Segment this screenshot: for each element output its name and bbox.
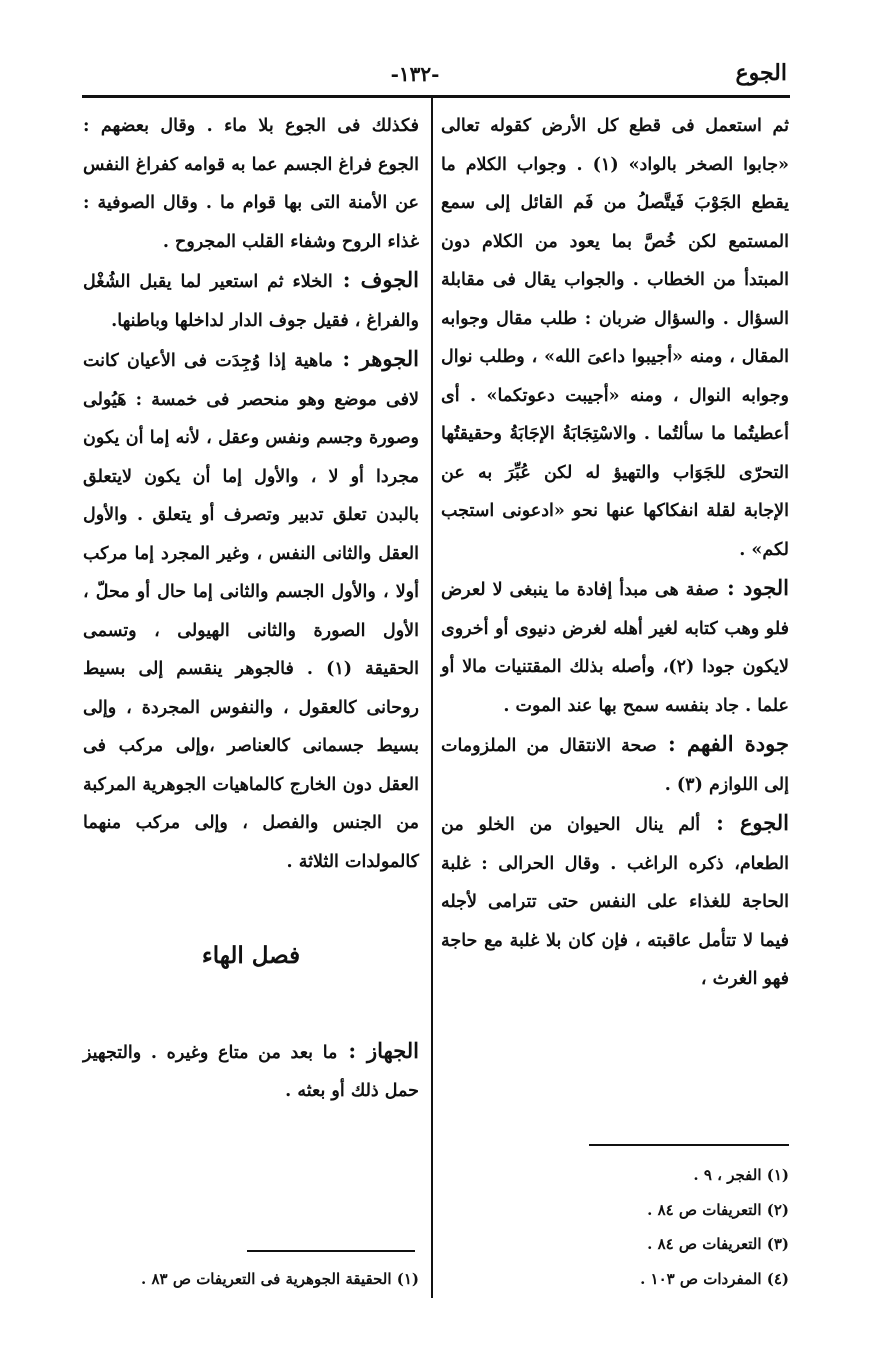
entry-term: الجوع :	[700, 810, 789, 835]
footnote-rule-left	[247, 1250, 415, 1252]
entry-jawdat-alfahm	[441, 725, 789, 804]
entry-jawd	[441, 569, 789, 725]
footnotes-left	[89, 1262, 419, 1297]
entry-term: الجود :	[718, 575, 789, 600]
entry-term: الجوف :	[332, 267, 419, 292]
footnote: (١) الفجر ، ٩ .	[693, 1166, 789, 1184]
left-column	[83, 107, 419, 1111]
column-divider	[431, 98, 433, 1298]
footnotes-right	[459, 1158, 789, 1296]
continued-paragraph: ثم استعمل فى قطع كل الأرض كقوله تعالى «جابوا الصخر بالواد» (١) . وجواب الكلام ما يقطع الجَوْبَ فَيتَّصلُ من فَم القائل إلى سمع المستمع لكن خُصَّ بما يعود من الكلام دون المبتدأ من الخطاب . والجواب يقال فى مقابلة السؤال . والسؤال ضربان : طلب مقال وجوابه المقال ، ومنه «أجيبوا داعىَ الله» ، وطلب نوال وجوابه النوال ، ومنه «أجيبت دعوتكما» . أى أعطيتُما ما سألتُما . والاسْتِجَابَةُ الإجَابَةُ وحقيقتُها التحرّى للجَوَاب والتهيؤ له لكن عُبِّرَ به عن الإجابة لقلة انفكاكها عنها نحو «ادعونى استجب لكم» .	[441, 116, 789, 560]
footnote: (٢) التعريفات ص ٨٤ .	[647, 1200, 789, 1219]
entry-jawf	[83, 261, 419, 340]
running-head-word: الجوع	[735, 60, 787, 86]
entry-juu	[441, 804, 789, 999]
entry-text: صفة هى مبدأ إفادة ما ينبغى لا لعرض فلو وهب كتابه لغير أهله لغرض دنيوى أو أخروى لايكون جودا (٢)، وأصله بذلك المقتنيات مالا أو علما . جاد بنفسه سمح بها عند الموت .	[441, 580, 789, 716]
continued-paragraph: فكذلك فى الجوع بلا ماء . وقال بعضهم : الجوع فراغ الجسم عما به قوامه كفراغ النفس عن الأمنة التى بها قوام ما . وقال الصوفية : غذاء الروح وشفاء القلب المجروح .	[83, 116, 419, 252]
entry-text: ألم ينال الحيوان من الخلو من الطعام، ذكره الراغب . وقال الحرالى : غلبة الحاجة للغذاء على النفس حتى تترامى لأجله فيما لا تتأمل عاقبته ، فإن كان بلا غلبة مع حاجة فهو الغرث ،	[441, 815, 789, 989]
section-title: فصل الهاء	[201, 942, 301, 969]
footnote: (١) الحقيقة الجوهرية فى التعريفات ص ٨٣ .	[141, 1270, 419, 1288]
page-number: -١٣٢-	[390, 62, 440, 86]
entry-text: ما بعد من متاع وغيره . والتجهيز حمل ذلك أو بعثه .	[83, 1042, 419, 1101]
entry-term: الجهاز :	[337, 1037, 419, 1063]
right-column	[441, 107, 789, 999]
footnote-rule-right	[589, 1144, 789, 1146]
entry-jawhar	[83, 340, 419, 881]
entry-term: جودة الفهم :	[656, 731, 789, 756]
header-rule	[82, 95, 790, 98]
entry-jihaz	[83, 1032, 419, 1111]
footnote: (٣) التعريفات ص ٨٤ .	[647, 1235, 789, 1253]
footnote: (٤) المفردات ص ١٠٣ .	[640, 1269, 789, 1288]
entry-term: الجوهر :	[332, 346, 419, 371]
entry-text: صحة الانتقال من الملزومات إلى اللوازم (٣) .	[441, 736, 789, 795]
entry-text: ماهية إذا وُجِدَت فى الأعيان كانت لافى موضع وهو منحصر فى خمسة : هَيُولى وصورة وجسم ونفس وعقل ، لأنه إما أن يكون مجردا أو لا ، والأول إما أن يكون لايتعلق بالبدن تعلق تدبير وتصرف أو يتعلق . والأول العقل والثانى النفس ، وغير المجرد إما مركب أولا ، والأول الجسم والثانى إما حال أو محلّ ، الأول الصورة والثانى الهيولى ، وتسمى الحقيقة (١) . فالجوهر ينقسم إلى بسيط روحانى كالعقول ، والنفوس المجردة ، وإلى بسيط جسمانى كالعناصر ،وإلى مركب فى العقل دون الخارج كالماهيات الجوهرية المركبة من الجنس والفصل ، وإلى مركب منهما كالمولدات الثلاثة .	[83, 351, 419, 872]
entry-text: الخلاء ثم استعير لما يقبل الشُغْل والفراغ ، فقيل جوف الدار لداخلها وباطنها.	[83, 272, 419, 331]
